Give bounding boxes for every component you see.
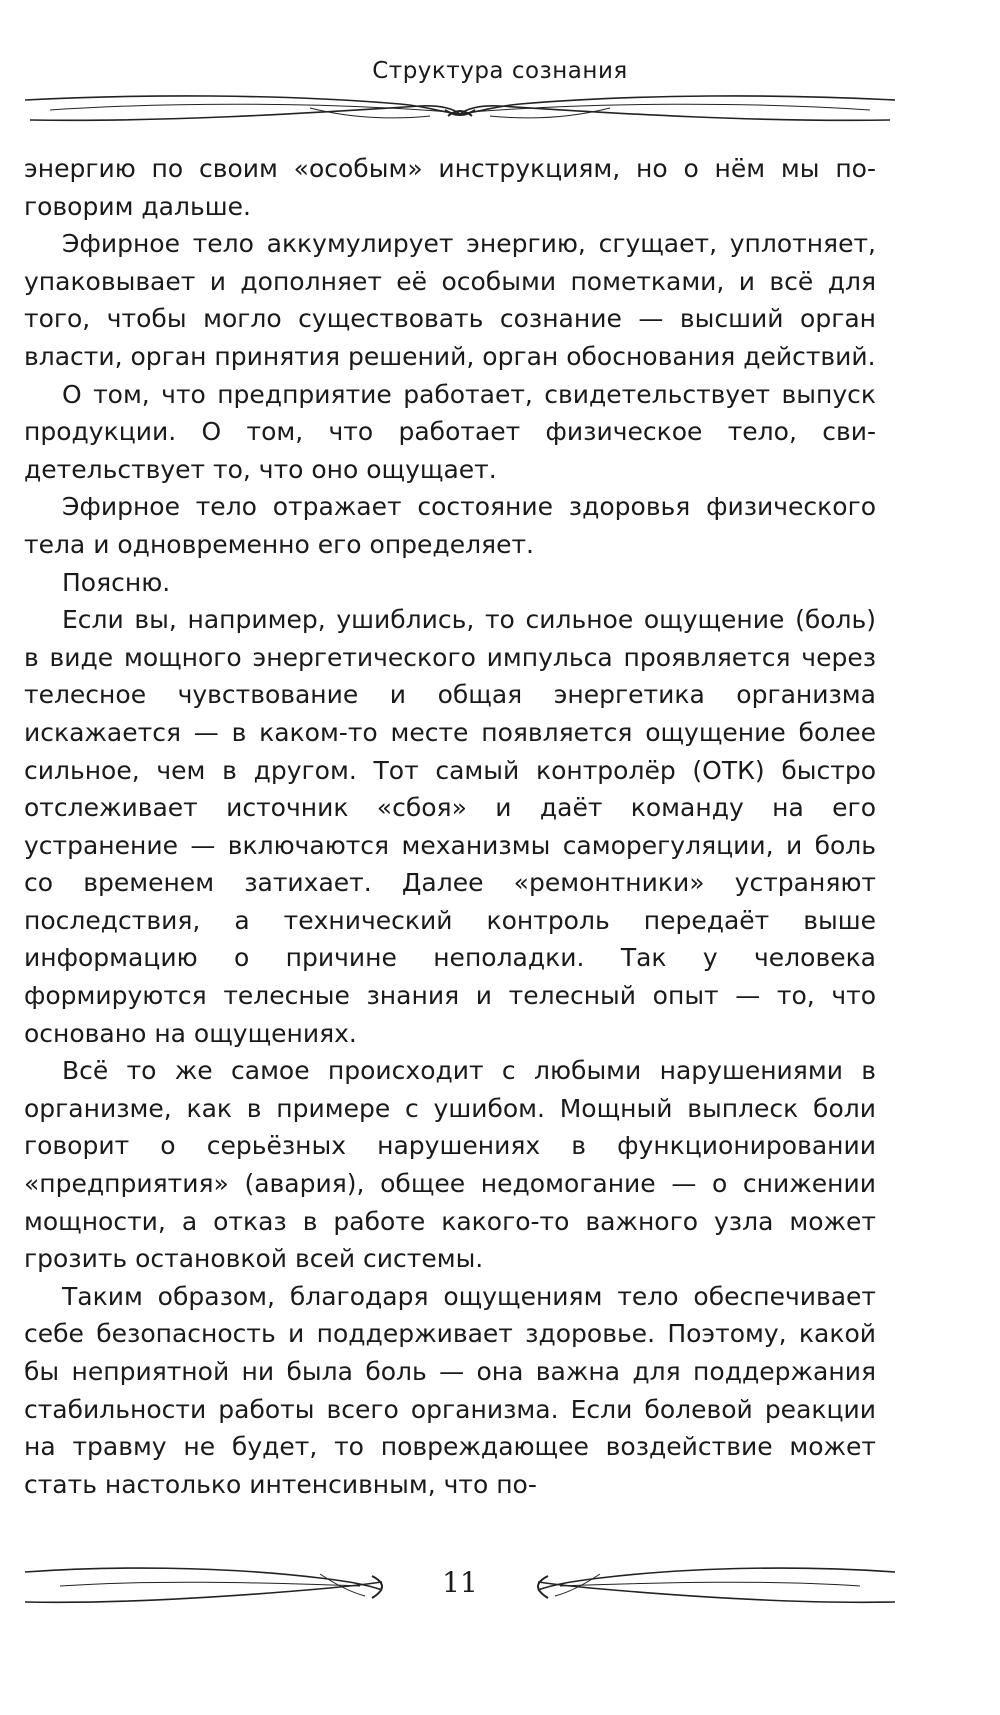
footer-ornament-right [530, 1562, 900, 1608]
paragraph: Таким образом, благодаря ощущениям тело обеспечивает себе безопасность и поддерживает здоровье. Поэтому, какой бы неприятной ни была боль — она важна для поддержания стабильности работы всего организма. Если болевой реакции на травму не будет, то повреждающее воздействие может стать настолько интенсивным, что по- [24, 1281, 876, 1499]
paragraph: Всё то же самое происходит с любыми нарушениями в организме, как в примере с ушибом. Мощный выплеск боли говорит о серьёзных нарушениях в функционировании «предприятия» (авария), общее недомогание — о снижении мощности, а отказ в работе какого-то важного узла может грозить остановкой всей системы. [24, 1056, 876, 1274]
paragraph: энергию по своим «особым» инструкциям, но о нём мы поговорим дальше. [24, 154, 876, 221]
header-ornament [20, 92, 900, 132]
footer [20, 1562, 900, 1612]
running-title: Структура сознания [372, 58, 628, 84]
paragraph: О том, что предприятие работает, свидетельствует выпуск продукции. О том, что работает физическое тело, свидетельствует то, что оно ощущает. [24, 379, 876, 484]
paragraph: Если вы, например, ушиблись, то сильное ощущение (боль) в виде мощного энергетического импульса проявляется через телесное чувствование и общая энергетика организма искажается — в каком-то месте появляется ощущение более сильное, чем в другом. Тот самый контролёр (ОТК) быстро отслеживает источник «сбоя» и даёт команду на его устранение — включаются механизмы саморегуляции, и боль со временем затихает. Далее «ремонтники» устраняют последствия, а технический контроль передаёт выше информацию о причине неполадки. Так у человека формируются телесные знания и телесный опыт — то, что основано на ощущениях. [24, 605, 876, 1048]
footer-ornament-left [20, 1562, 390, 1608]
page-number: 11 [442, 1566, 478, 1599]
paragraph: Поясню. [62, 567, 171, 597]
paragraph: Эфирное тело отражает состояние здоровья физического тела и одновременно его определяет. [24, 492, 876, 559]
page-text [24, 150, 876, 1503]
paragraph: Эфирное тело аккумулирует энергию, сгущает, уплотняет, упаковывает и дополняет её особыми пометками, и всё для того, чтобы могло существовать сознание — высший орган власти, орган принятия решений, орган обоснования действий. [24, 229, 876, 371]
